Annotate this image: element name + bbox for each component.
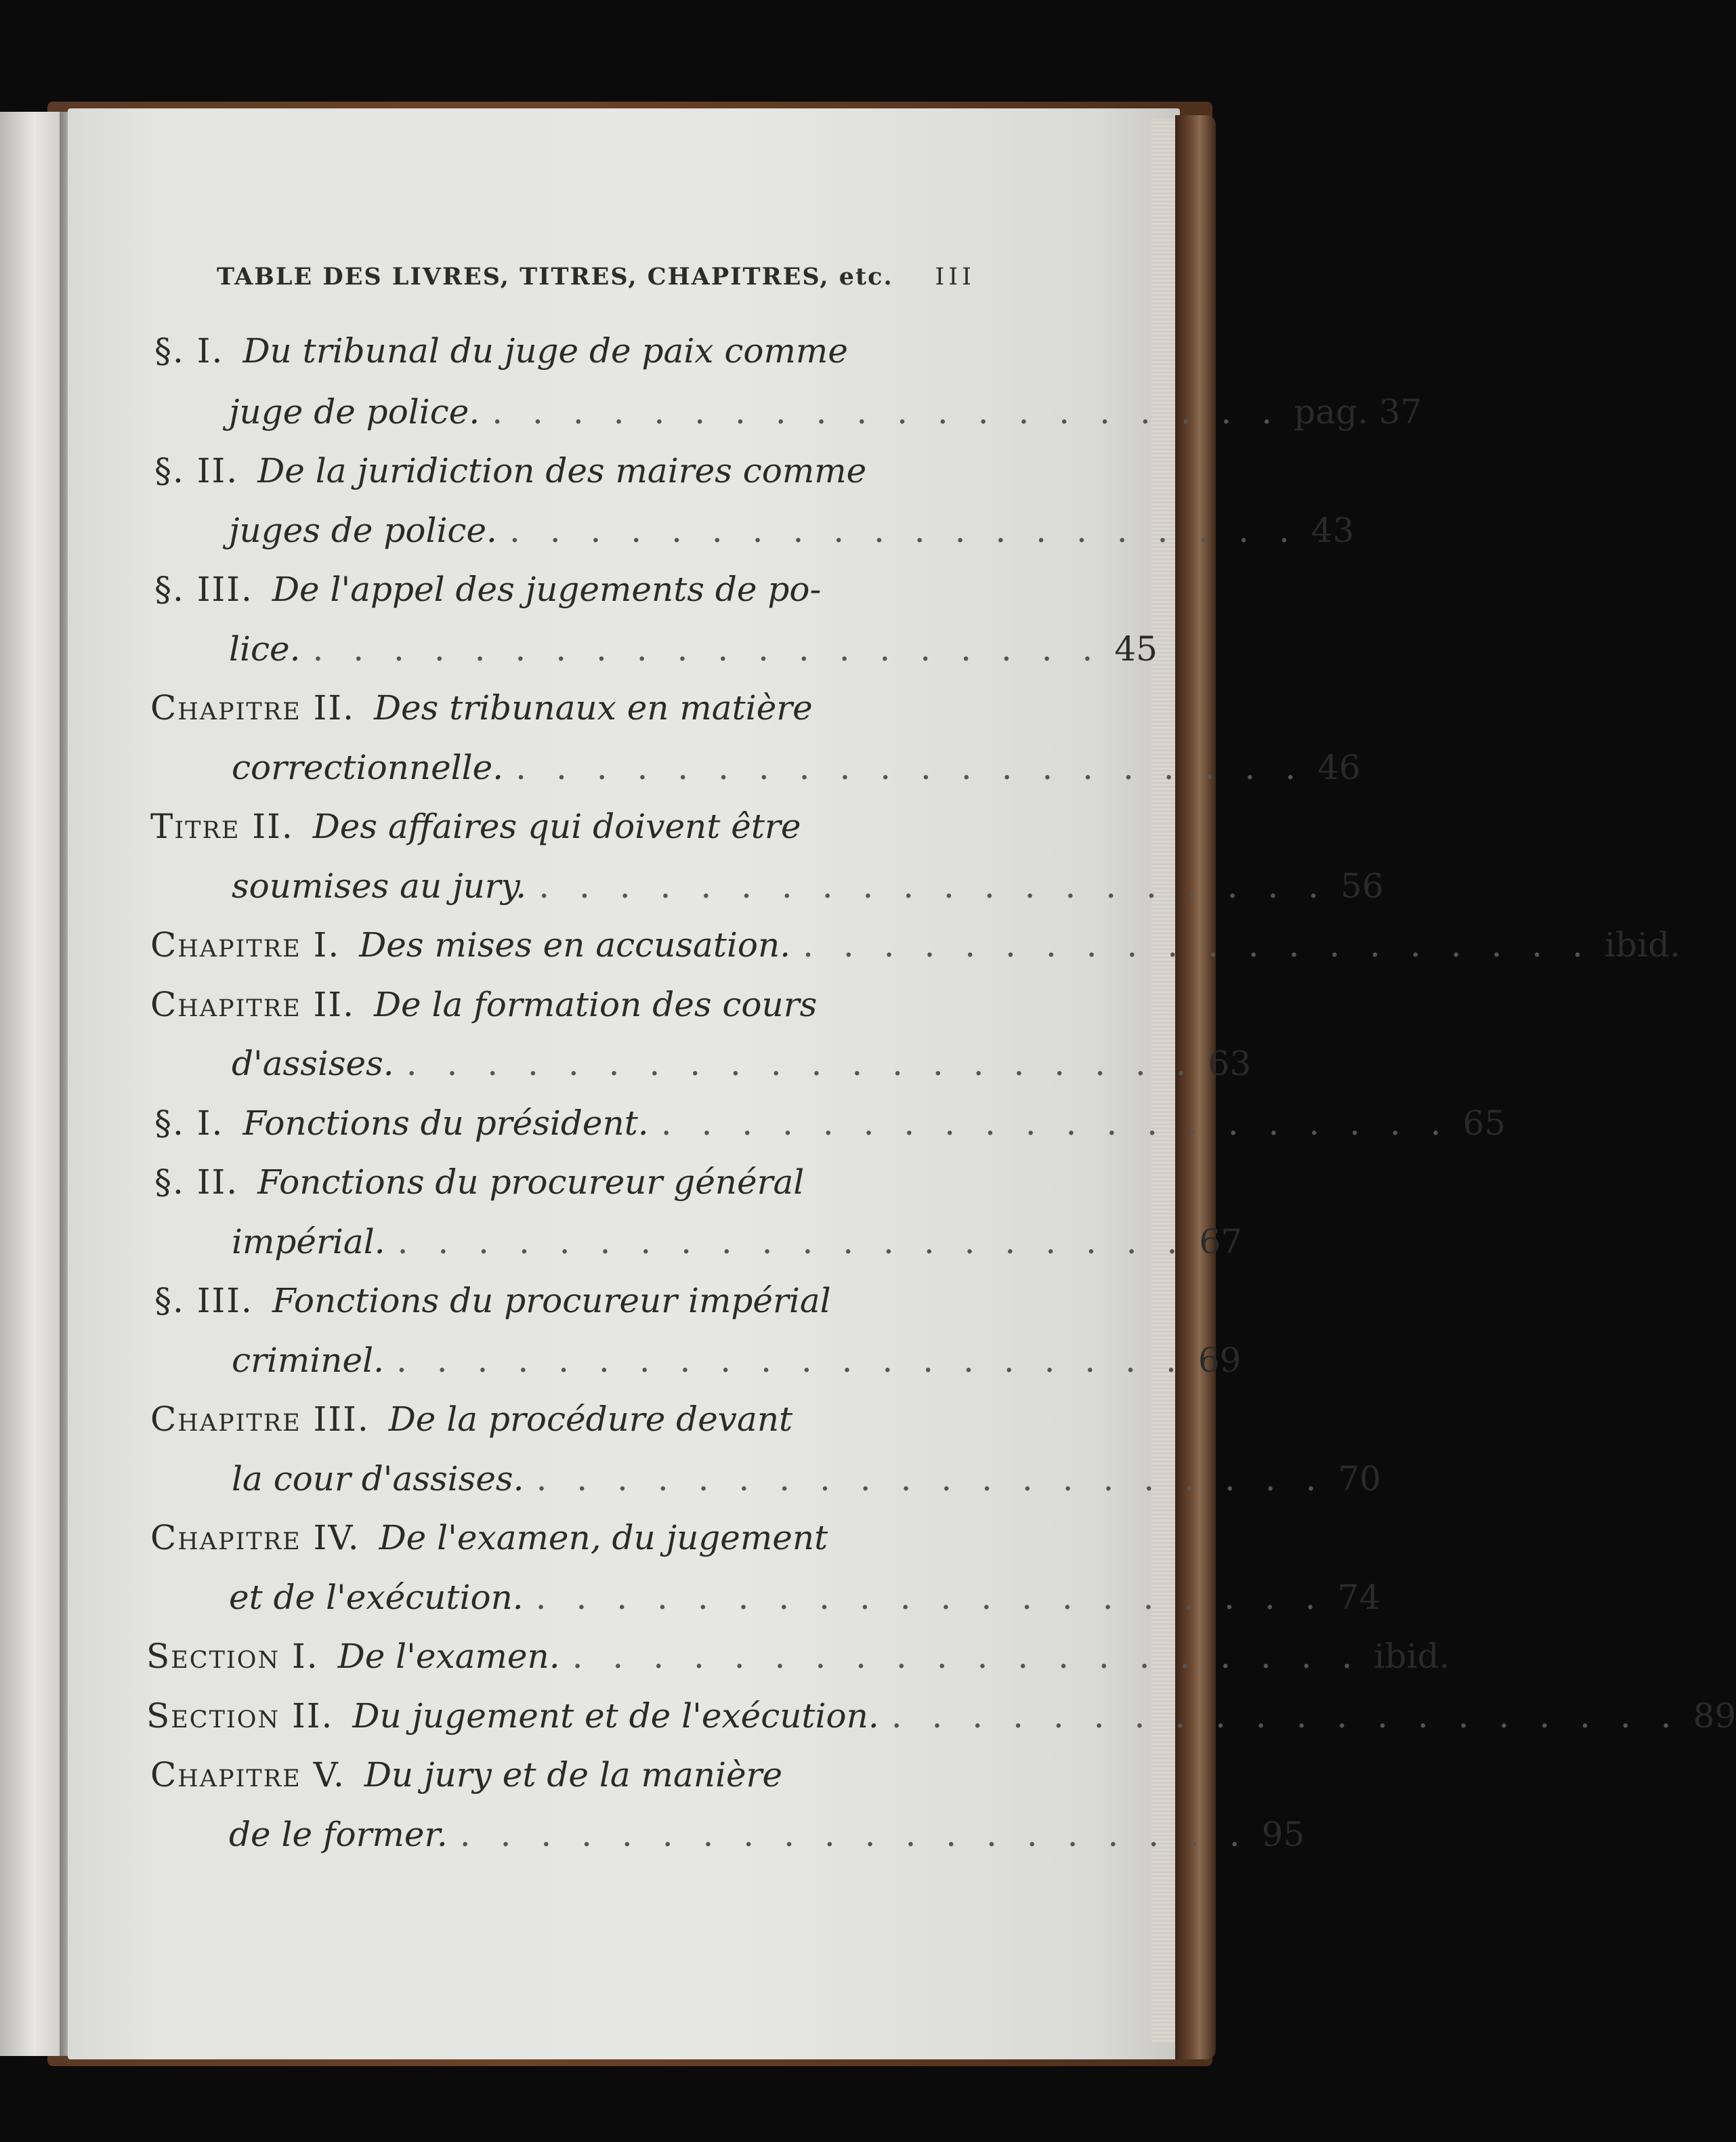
toc-entry-13: [146, 1629, 1450, 1683]
toc-title: Du jugement et de l'exécution.: [352, 1696, 879, 1736]
toc-entry-14: [146, 1689, 1736, 1743]
toc-title: De la procédure devant: [388, 1400, 793, 1439]
toc-title: De l'examen, du jugement: [379, 1518, 828, 1557]
toc-entry-9-line-1: [154, 1155, 872, 1209]
toc-page: 95: [1261, 1815, 1305, 1854]
toc-label: Chapitre III.: [150, 1400, 370, 1439]
toc-title: Fonctions du procureur général: [257, 1162, 805, 1202]
toc-page: 69: [1198, 1341, 1242, 1380]
toc-page: ibid.: [1374, 1637, 1450, 1676]
toc-entry-3-line-1: [154, 562, 872, 616]
toc-title: Des affaires qui doivent être: [312, 807, 801, 846]
dot-leader: . . . . . . . . . . . . . . . . . . . .: [891, 1696, 1681, 1736]
page-number: III: [935, 264, 975, 291]
toc-page: 63: [1208, 1044, 1252, 1083]
facing-page-edge: [0, 112, 62, 2056]
toc-entry-11-line-2: [232, 1452, 1381, 1506]
toc-entry-7-line-2: [232, 1036, 1252, 1091]
toc-label: Chapitre I.: [150, 925, 341, 965]
toc-title-cont: juges de police.: [229, 511, 497, 550]
toc-entry-1-line-1: [154, 324, 872, 378]
toc-label: §. III.: [154, 570, 253, 609]
toc-page: 45: [1114, 629, 1158, 669]
toc-entry-1-line-2: [229, 385, 1422, 439]
toc-title-cont: de le former.: [229, 1815, 448, 1854]
toc-title: De la formation des cours: [373, 985, 818, 1024]
toc-label: Section I.: [146, 1637, 319, 1676]
toc-page: 89: [1693, 1696, 1736, 1736]
toc-label: §. I.: [154, 331, 224, 371]
running-header: [217, 263, 975, 291]
toc-page: 43: [1311, 511, 1355, 550]
toc-title-cont: correctionnelle.: [232, 748, 504, 787]
dot-leader: . . . . . . . . . . . . . . . . . . . .: [397, 1222, 1187, 1261]
toc-title-cont: et de l'exécution.: [229, 1578, 524, 1617]
toc-title-cont: d'assises.: [232, 1044, 394, 1083]
toc-entry-10-line-2: [232, 1333, 1242, 1387]
toc-page: ibid.: [1604, 925, 1680, 965]
toc-entry-9-line-2: [232, 1215, 1243, 1269]
toc-label: §. I.: [154, 1104, 224, 1143]
dot-leader: . . . . . . . . . . . . . . . . . . . .: [459, 1815, 1250, 1854]
toc-label: §. II.: [154, 1162, 239, 1202]
toc-title-cont: la cour d'assises.: [232, 1459, 524, 1498]
toc-label: Chapitre IV.: [150, 1518, 360, 1557]
toc-page: pag. 37: [1294, 392, 1422, 432]
toc-entry-3-line-2: [229, 622, 1158, 676]
toc-entry-2-line-1: [154, 444, 872, 498]
toc-entry-8: [154, 1096, 1506, 1150]
toc-label: Chapitre II.: [150, 688, 355, 728]
toc-title-cont: juge de police.: [229, 392, 480, 432]
toc-entry-5-line-2: [232, 859, 1384, 913]
toc-entry-15-line-1: [150, 1748, 868, 1802]
toc-label: §. II.: [154, 451, 239, 490]
toc-entry-12-line-2: [229, 1570, 1381, 1624]
toc-label: Section II.: [146, 1696, 334, 1736]
toc-title: De la juridiction des maires comme: [257, 451, 867, 490]
toc-label: Titre II.: [150, 807, 294, 846]
toc-title: Du tribunal du juge de paix comme: [242, 331, 848, 371]
toc-page: 70: [1338, 1459, 1381, 1498]
dot-leader: . . . . . . . . . . . . . . . . . . . .: [312, 629, 1103, 669]
dot-leader: . . . . . . . . . . . . . . . . . . . .: [396, 1341, 1186, 1380]
toc-title-cont: soumises au jury.: [232, 866, 527, 906]
toc-title-cont: criminel.: [232, 1341, 384, 1380]
toc-entry-15-line-2: [229, 1807, 1305, 1862]
toc-page: 74: [1337, 1578, 1381, 1617]
toc-title: Fonctions du président.: [242, 1104, 649, 1143]
dot-leader: . . . . . . . . . . . . . . . . . . . .: [492, 392, 1282, 432]
toc-entry-7-line-1: [150, 978, 868, 1032]
toc-title: De l'appel des jugements de po-: [272, 570, 822, 609]
toc-page: 46: [1317, 748, 1361, 787]
dot-leader: . . . . . . . . . . . . . . . . . . . .: [515, 748, 1306, 787]
toc-entry-11-line-1: [150, 1392, 868, 1446]
dot-leader: . . . . . . . . . . . . . . . . . . . .: [572, 1637, 1362, 1676]
toc-title: Des mises en accusation.: [359, 925, 791, 965]
toc-title: Du jury et de la manière: [364, 1755, 783, 1794]
toc-title: Fonctions du procureur impérial: [272, 1281, 831, 1320]
dot-leader: . . . . . . . . . . . . . . . . . . . .: [803, 925, 1592, 965]
toc-page: 67: [1199, 1222, 1243, 1261]
dot-leader: . . . . . . . . . . . . . . . . . . . .: [538, 866, 1329, 906]
toc-title: Des tribunaux en matière: [373, 688, 813, 728]
toc-page: 65: [1462, 1104, 1506, 1143]
toc-entry-5-line-1: [150, 799, 868, 854]
toc-title: De l'examen.: [337, 1637, 560, 1676]
toc-entry-4-line-2: [232, 740, 1361, 795]
header-title: TABLE DES LIVRES, TITRES, CHAPITRES, etc.: [217, 263, 893, 291]
toc-title-cont: lice.: [229, 629, 301, 669]
toc-label: Chapitre V.: [150, 1755, 345, 1794]
dot-leader: . . . . . . . . . . . . . . . . . . . .: [660, 1104, 1451, 1143]
dot-leader: . . . . . . . . . . . . . . . . . . . .: [536, 1459, 1326, 1498]
dot-leader: . . . . . . . . . . . . . . . . . . . .: [406, 1044, 1196, 1083]
toc-entry-12-line-1: [150, 1511, 868, 1565]
dot-leader: . . . . . . . . . . . . . . . . . . . .: [535, 1578, 1326, 1617]
toc-entry-4-line-1: [150, 681, 868, 735]
toc-label: §. III.: [154, 1281, 253, 1320]
toc-entry-10-line-1: [154, 1274, 872, 1328]
toc-label: Chapitre II.: [150, 985, 355, 1024]
toc-entry-6: [150, 918, 1680, 972]
toc-title-cont: impérial.: [232, 1222, 385, 1261]
dot-leader: . . . . . . . . . . . . . . . . . . . .: [509, 511, 1299, 550]
toc-entry-2-line-2: [229, 503, 1355, 558]
toc-page: 56: [1340, 866, 1384, 906]
